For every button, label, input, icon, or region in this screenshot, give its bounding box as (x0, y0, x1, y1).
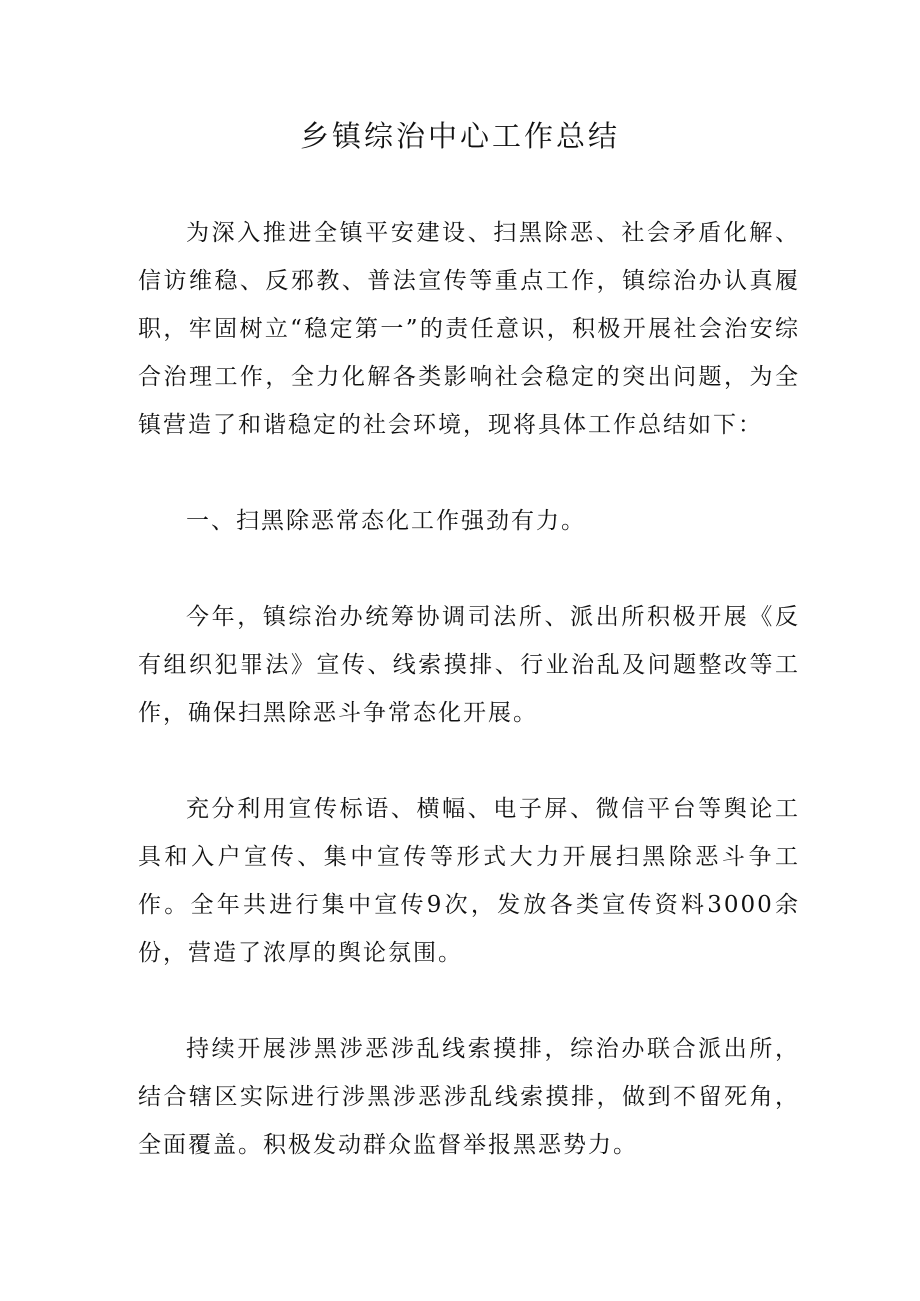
intro-paragraph: 为深入推进全镇平安建设、扫黑除恶、社会矛盾化解、信访维稳、反邪教、普法宣传等重点工作，镇综治办认真履职，牢固树立“稳定第一”的责任意识，积极开展社会治安综合治理工作，全力化解各类影响社会稳定的突出问题，为全镇营造了和谐稳定的社会环境，现将具体工作总结如下： (138, 220, 800, 438)
document-body (138, 209, 800, 1169)
section-heading: 一、扫黑除恶常态化工作强劲有力。 (186, 508, 586, 534)
document-title: 乡镇综治中心工作总结 (299, 119, 620, 153)
body-paragraph: 充分利用宣传标语、横幅、电子屏、微信平台等舆论工具和入户宣传、集中宣传等形式大力开展扫黑除恶斗争工作。全年共进行集中宣传9次，发放各类宣传资料3000余份，营造了浓厚的舆论氛围。 (138, 796, 800, 966)
body-paragraph: 持续开展涉黑涉恶涉乱线索摸排，综治办联合派出所，结合辖区实际进行涉黑涉恶涉乱线索摸排，做到不留死角，全面覆盖。积极发动群众监督举报黑恶势力。 (138, 1036, 800, 1158)
body-paragraph: 今年，镇综治办统筹协调司法所、派出所积极开展《反有组织犯罪法》宣传、线索摸排、行业治乱及问题整改等工作，确保扫黑除恶斗争常态化开展。 (138, 604, 800, 726)
